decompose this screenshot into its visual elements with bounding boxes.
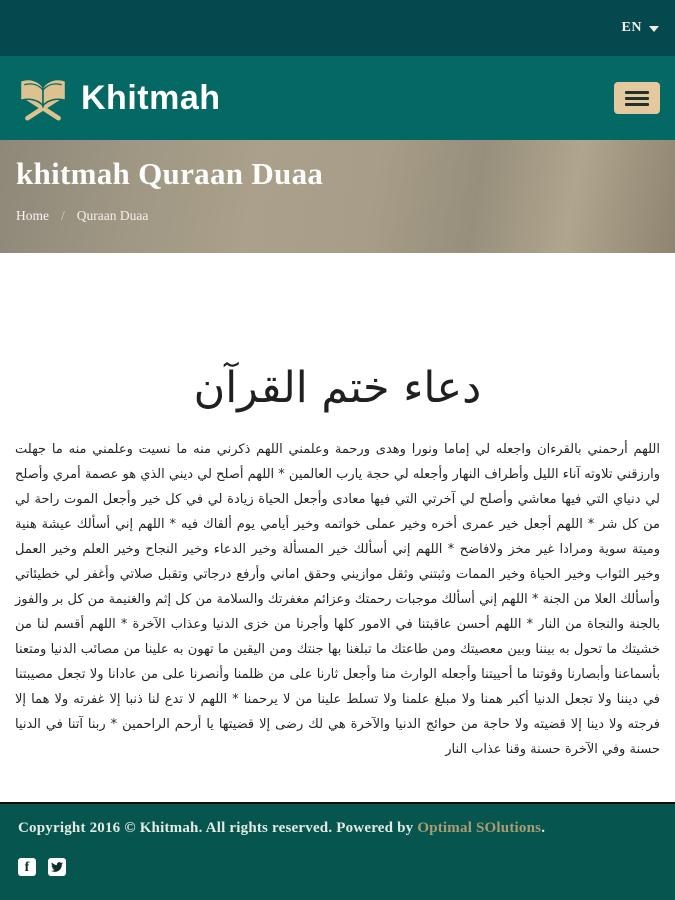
site-header [0, 56, 675, 140]
copyright-period: . [541, 820, 546, 836]
twitter-icon[interactable] [48, 858, 66, 876]
breadcrumb-current: Quraan Duaa [76, 208, 149, 223]
copyright-text [18, 820, 675, 837]
facebook-icon[interactable]: f [18, 858, 36, 876]
dua-text-arabic: اللهم أرحمني بالقرءان واجعله لي إماما ونورا وهدى ورحمة وعلمني اللهم ذكرني منه ما نسيت وعلمني منه ما جهلت وارزقني تلاوته آناء الليل وأطراف النهار وأجعله لي حجة يارب العالمين * اللهم أصلح لي ديني الذي هو عصمة أمري وأصلح لي دنياي التي فيها معاشي وأصلح لي آخرتي التي فيها معادى وأجعل الحياة زيادة لي في كل خير وأجعل الموت راحة لي من كل شر * اللهم أجعل خير عمرى أخره وخير عملى خواتمه وخير أيامي يوم ألقاك فيه * اللهم إني أسألك عيشة هنية وميتة سوية ومرادا غير مخز ولافاضح * اللهم إني أسألك خير المسألة وخير الدعاء وخير النجاح وخير العلم وخير العمل وخير الثواب وخير الحياة وخير الممات وثبتني وثقل موازيني وحقق اماني وأرفع درجاتي وتقبل صلاتي وأغفر لي خطيئاتي وأسألك العلا من الجنة * اللهم إني أسألك موجبات رحمتك وعزائم مغفرتك والسلامة من كل إثم والغنيمة من كل بر والفوز بالجنة والنجاة من النار * اللهم أحسن عاقبتنا في الامور كلها وأجرنا من خزى الدنيا وعذاب الآخرة * اللهم أقسم لنا من خشيتك ما تحول به بيننا وبين معصيتك ومن طاعتك ما تبلغنا بها جنتك ومن اليقين ما تهون به علينا من مصائب الدنيا ومتعنا بأسماعنا وأبصارنا وقوتنا ما أحييتنا وأجعله الوارث منا وأجعل ثارنا على من ظلمنا وأنصرنا على من عادانا ولا تجعل مصيبتنا في ديننا ولا تجعل الدنيا أكبر همنا ولا مبلغ علمنا ولا تسلط علينا من لا يرحمنا * اللهم لا تدع لنا ذنبا إلا غفرته ولا هما إلا فرجته ولا دينا إلا قضيته ولا حاجة من حوائج الدنيا والآخرة هي لك رضى إلا قضيتها يا أرحم الراحمين * ربنا آتنا في الدنيا حسنة وفي الآخرة حسنة وقنا عذاب النار [15, 442, 660, 757]
social-links [18, 858, 675, 876]
powered-by-link[interactable]: Optimal SOlutions [417, 820, 542, 836]
main-content [0, 253, 675, 802]
breadcrumb-separator: / [61, 208, 65, 223]
footer [0, 802, 675, 900]
breadcrumb [16, 208, 659, 224]
copyright-prefix: Copyright 2016 © Khitmah. All rights reserved. Powered by [18, 820, 418, 836]
page-title: khitmah Quraan Duaa [16, 156, 324, 191]
hamburger-icon [625, 91, 649, 106]
brand-name: Khitmah [81, 78, 221, 117]
breadcrumb-home-link[interactable]: Home [16, 208, 49, 223]
menu-toggle-button[interactable] [614, 82, 660, 114]
brand-logo[interactable] [15, 74, 221, 122]
page-banner [0, 140, 675, 253]
chevron-down-icon [649, 26, 659, 32]
quran-book-icon [15, 74, 71, 122]
dua-heading-arabic: دعاء ختم القرآن [193, 363, 482, 413]
language-label: EN [621, 20, 642, 35]
top-bar [0, 0, 675, 56]
language-selector[interactable] [622, 20, 659, 36]
